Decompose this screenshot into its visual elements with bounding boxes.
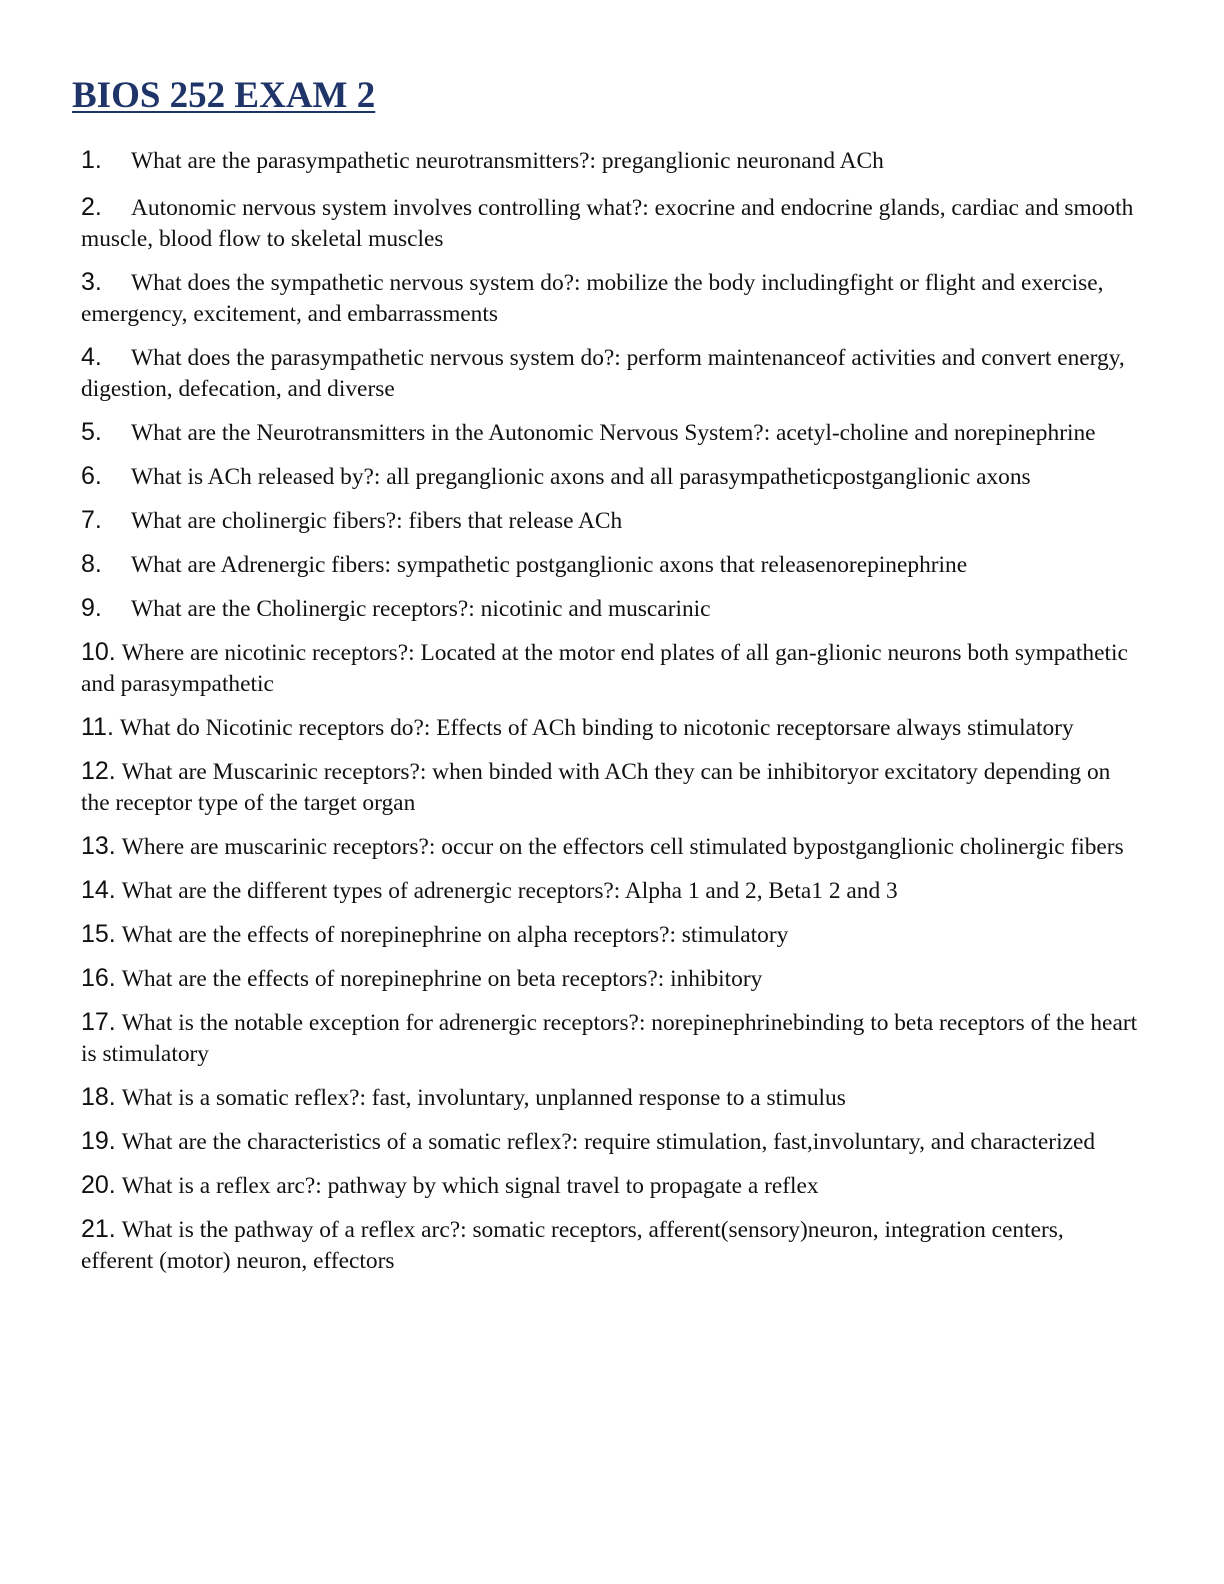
question-item	[81, 712, 1141, 744]
question-number: 1.	[81, 146, 102, 174]
question-text: What are the characteristics of a somatic reflex?: require stimulation, fast,involuntary, and characterized	[121, 1129, 1096, 1155]
question-number: 6.	[81, 462, 102, 490]
question-number: 4.	[81, 343, 102, 371]
question-text: What are Muscarinic receptors?: when binded with ACh they can be inhibitoryor excitatory depending on the receptor type of the target organ	[81, 759, 1111, 816]
question-number: 13.	[81, 832, 116, 860]
question-text: Autonomic nervous system involves controlling what?: exocrine and endocrine glands, cardiac and smooth muscle, blood flow to skeletal muscles	[81, 195, 1134, 252]
question-item	[81, 192, 1141, 255]
question-number: 10.	[81, 638, 116, 666]
question-item	[81, 831, 1141, 863]
question-item	[81, 417, 1141, 449]
question-list	[81, 145, 1141, 1289]
question-text: What is ACh released by?: all preganglionic axons and all parasympatheticpostganglionic axons	[131, 464, 1031, 490]
question-item	[81, 1126, 1141, 1158]
question-text: What are Adrenergic fibers: sympathetic postganglionic axons that releasenorepinephrine	[131, 552, 968, 578]
question-number: 21.	[81, 1215, 116, 1243]
question-text: What does the parasympathetic nervous system do?: perform maintenanceof activities and convert energy, digestion, defecation, and diverse	[81, 345, 1125, 402]
question-text: What are the parasympathetic neurotransmitters?: preganglionic neuronand ACh	[131, 148, 884, 174]
question-number: 19.	[81, 1127, 116, 1155]
question-item	[81, 963, 1141, 995]
question-number: 16.	[81, 964, 116, 992]
question-number: 3.	[81, 268, 102, 296]
question-item	[81, 919, 1141, 951]
document-title: BIOS 252 EXAM 2	[72, 75, 376, 116]
question-item	[81, 756, 1141, 819]
question-item	[81, 549, 1141, 581]
question-item	[81, 342, 1141, 405]
question-item	[81, 461, 1141, 493]
question-item	[81, 593, 1141, 625]
question-item	[81, 505, 1141, 537]
question-text: What are the different types of adrenergic receptors?: Alpha 1 and 2, Beta1 2 and 3	[121, 878, 898, 904]
question-text: What does the sympathetic nervous system do?: mobilize the body includingfight or flight and exercise, emergency, excitement, and embarrassments	[81, 270, 1104, 327]
question-text: What is the notable exception for adrenergic receptors?: norepinephrinebinding to beta receptors of the heart is stimulatory	[81, 1010, 1138, 1067]
question-item	[81, 267, 1141, 330]
question-text: What are the effects of norepinephrine on beta receptors?: inhibitory	[121, 966, 763, 992]
question-text: Where are nicotinic receptors?: Located at the motor end plates of all gan-glionic neurons both sympathetic and parasympathetic	[81, 640, 1128, 697]
question-text: What do Nicotinic receptors do?: Effects of ACh binding to nicotonic receptorsare always stimulatory	[119, 715, 1074, 741]
question-item	[81, 1170, 1141, 1202]
question-number: 14.	[81, 876, 116, 904]
question-text: What is the pathway of a reflex arc?: somatic receptors, afferent(sensory)neuron, integration centers, efferent (motor) neuron, effectors	[81, 1217, 1064, 1274]
question-item	[81, 1214, 1141, 1277]
question-text: What are the effects of norepinephrine on alpha receptors?: stimulatory	[121, 922, 789, 948]
question-number: 7.	[81, 506, 102, 534]
question-item	[81, 875, 1141, 907]
question-number: 2.	[81, 193, 102, 221]
question-text: What are the Cholinergic receptors?: nicotinic and muscarinic	[131, 596, 711, 622]
question-text: What are the Neurotransmitters in the Autonomic Nervous System?: acetyl-choline and norepinephrine	[131, 420, 1096, 446]
question-number: 9.	[81, 594, 102, 622]
question-number: 18.	[81, 1083, 116, 1111]
question-number: 8.	[81, 550, 102, 578]
question-item	[81, 637, 1141, 700]
question-number: 17.	[81, 1008, 116, 1036]
question-text: Where are muscarinic receptors?: occur on the effectors cell stimulated bypostganglionic cholinergic fibers	[121, 834, 1124, 860]
question-number: 20.	[81, 1171, 116, 1199]
question-number: 12.	[81, 757, 116, 785]
question-number: 15.	[81, 920, 116, 948]
question-number: 11.	[81, 713, 114, 741]
question-text: What is a reflex arc?: pathway by which signal travel to propagate a reflex	[121, 1173, 819, 1199]
question-item	[81, 1082, 1141, 1114]
question-item	[81, 1007, 1141, 1070]
question-number: 5.	[81, 418, 102, 446]
question-item	[81, 145, 1141, 177]
question-text: What are cholinergic fibers?: fibers that release ACh	[131, 508, 623, 534]
question-text: What is a somatic reflex?: fast, involuntary, unplanned response to a stimulus	[121, 1085, 846, 1111]
